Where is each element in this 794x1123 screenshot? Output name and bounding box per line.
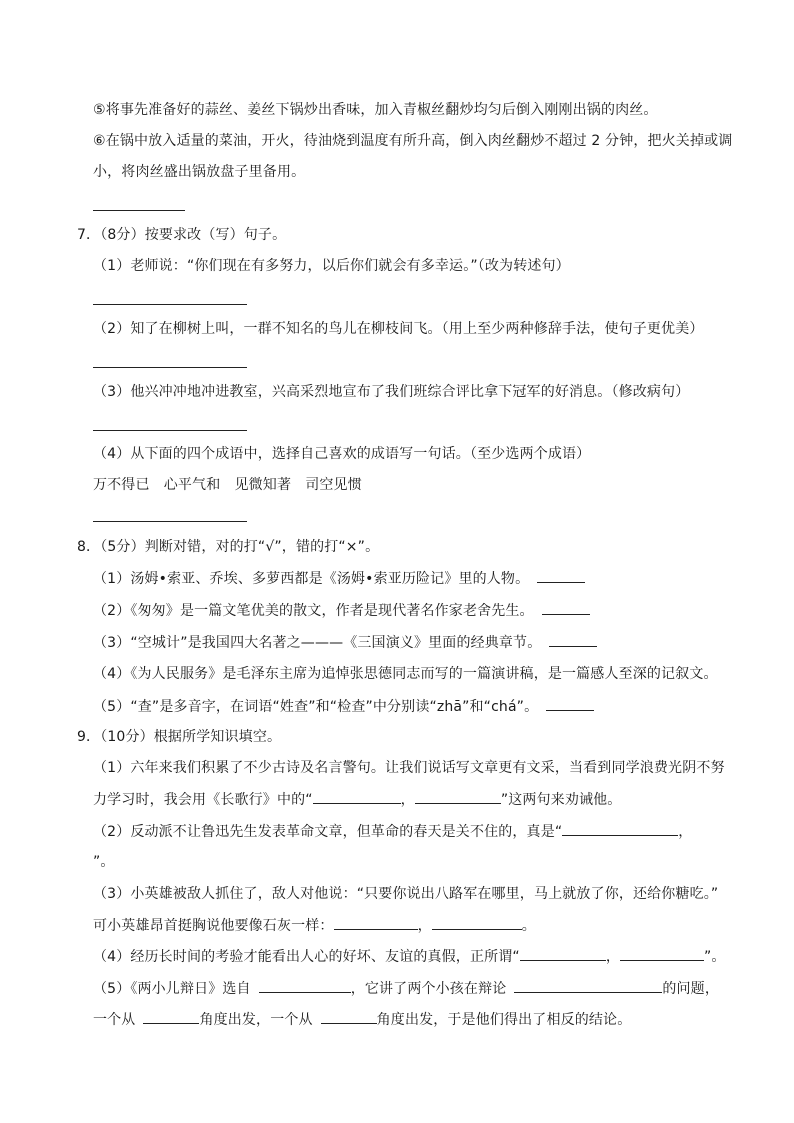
q9-part-1-line-2 (93, 789, 621, 810)
answer-line-q7-4[interactable] (93, 521, 247, 522)
q9-5-text-b: ，它讲了两个小孩在辩论 (350, 981, 507, 997)
q7-heading: 7．（8分）按要求改（写）句子。 (77, 227, 287, 243)
q9-4-comma: ， (605, 949, 620, 965)
q9-part-2-line-1 (93, 821, 692, 842)
q9-1-text-a: 力学习时，我会用《长歌行》中的“ (93, 792, 313, 808)
q8-item-3 (93, 632, 597, 653)
q9-5-text-a: （5）《两小儿辩日》选自 (93, 981, 251, 997)
q9-part-1-line-1: （1）六年来我们积累了不少古诗及名言警句。让我们说话写文章更有文采，当看到同学浪费光阴不努 (93, 760, 725, 776)
q7-part-2: （2）知了在柳树上叫，一群不知名的鸟儿在柳枝间飞。（用上至少两种修辞手法，使句子更优美） (93, 321, 704, 337)
q9-5-text-f: 角度出发，于是他们得出了相反的结论。 (376, 1012, 632, 1028)
q9-2-comma: ， (678, 824, 693, 840)
q9-5-text-e: 角度出发，一个从 (199, 1012, 313, 1028)
step-5: ⑤将事先准备好的蒜丝、姜丝下锅炒出香味，加入青椒丝翻炒均匀后倒入刚刚出锅的肉丝。 (93, 102, 658, 118)
q8-item-3-text: （3）“空城计”是我国四大名著之———《三国演义》里面的经典章节。 (93, 635, 542, 651)
q7-part-3: （3）他兴冲冲地冲进教室，兴高采烈地宣布了我们班综合评比拿下冠军的好消息。（修改病句） (93, 384, 690, 400)
q8-item-4: （4）《为人民服务》是毛泽东主席为追悼张思德同志而写的一篇演讲稿，是一篇感人至深的记叙文。 (93, 666, 718, 682)
q8-item-1-blank[interactable] (537, 568, 585, 583)
q9-4-blank-1[interactable] (520, 946, 606, 961)
q9-2-blank-1[interactable] (562, 821, 678, 836)
q9-3-comma: ， (417, 918, 432, 934)
q9-5-text-d: 一个从 (93, 1012, 136, 1028)
q8-item-1 (93, 568, 585, 589)
q7-idioms: 万不得已 心平气和 见微知著 司空见惯 (93, 477, 362, 493)
q8-item-2-blank[interactable] (542, 600, 590, 615)
q9-part-2-line-2: ”。 (93, 854, 115, 870)
q9-5-blank-1[interactable] (259, 978, 351, 993)
q9-3-text-a: 可小英雄昂首挺胸说他要像石灰一样： (93, 918, 334, 934)
q9-4-text-a: （4）经历长时间的考验才能看出人心的好坏、友谊的真假，正所谓“ (93, 949, 520, 965)
q9-heading: 9．（10分）根据所学知识填空。 (77, 729, 282, 745)
step-6-line-2: 小，将肉丝盛出锅放盘子里备用。 (93, 164, 306, 180)
q9-4-blank-2[interactable] (620, 946, 704, 961)
q9-5-text-c: 的问题， (662, 981, 719, 997)
q9-5-blank-2[interactable] (514, 978, 662, 993)
q8-item-5 (93, 696, 594, 717)
q9-3-blank-1[interactable] (334, 915, 418, 930)
q8-item-2 (93, 600, 590, 621)
q9-1-text-c: ”这两句来劝诫他。 (500, 792, 622, 808)
answer-line-q7-3[interactable] (93, 430, 247, 431)
q9-3-blank-2[interactable] (432, 915, 522, 930)
q9-5-blank-3[interactable] (143, 1009, 199, 1024)
q7-part-1: （1）老师说：“你们现在有多努力，以后你们就会有多幸运。”（改为转述句） (93, 258, 570, 274)
q7-part-4: （4）从下面的四个成语中，选择自己喜欢的成语写一句话。（至少选两个成语） (93, 446, 591, 462)
q9-5-blank-4[interactable] (321, 1009, 377, 1024)
q9-4-text-c: ”。 (703, 949, 726, 965)
q9-part-3-line-2 (93, 915, 536, 936)
q8-item-3-blank[interactable] (549, 632, 597, 647)
step-6-line-1: ⑥在锅中放入适量的菜油，开火，待油烧到温度有所升高，倒入肉丝翻炒不超过 2 分钟，把火关掉或调 (93, 133, 733, 149)
q9-part-4 (93, 946, 726, 967)
q9-1-blank-1[interactable] (313, 789, 401, 804)
q8-item-5-text: （5）“查”是多音字，在词语“姓查”和“检查”中分别读“zhā”和“chá”。 (93, 699, 539, 715)
q8-heading: 8．（5分）判断对错，对的打“√”，错的打“×”。 (77, 539, 380, 555)
q9-part-3-line-1: （3）小英雄被敌人抓住了，敌人对他说：“只要你说出八路军在哪里，马上就放了你，还给你糖吃。” (93, 886, 719, 902)
q9-2-text-a: （2）反动派不让鲁迅先生发表革命文章，但革命的春天是关不住的，真是“ (93, 824, 563, 840)
answer-line-q7-1[interactable] (93, 304, 247, 305)
q9-1-blank-2[interactable] (415, 789, 501, 804)
q9-part-5-line-1 (93, 978, 719, 999)
q8-item-5-blank[interactable] (546, 696, 594, 711)
answer-line-order[interactable] (93, 210, 185, 211)
q9-1-comma: ， (400, 792, 415, 808)
q9-part-5-line-2 (93, 1009, 631, 1030)
q8-item-1-text: （1）汤姆•索亚、乔埃、多萝西都是《汤姆•索亚历险记》里的人物。 (93, 571, 530, 587)
answer-line-q7-2[interactable] (93, 367, 247, 368)
q8-item-2-text: （2）《匆匆》是一篇文笔优美的散文，作者是现代著名作家老舍先生。 (93, 603, 534, 619)
q9-3-period: 。 (521, 918, 536, 934)
